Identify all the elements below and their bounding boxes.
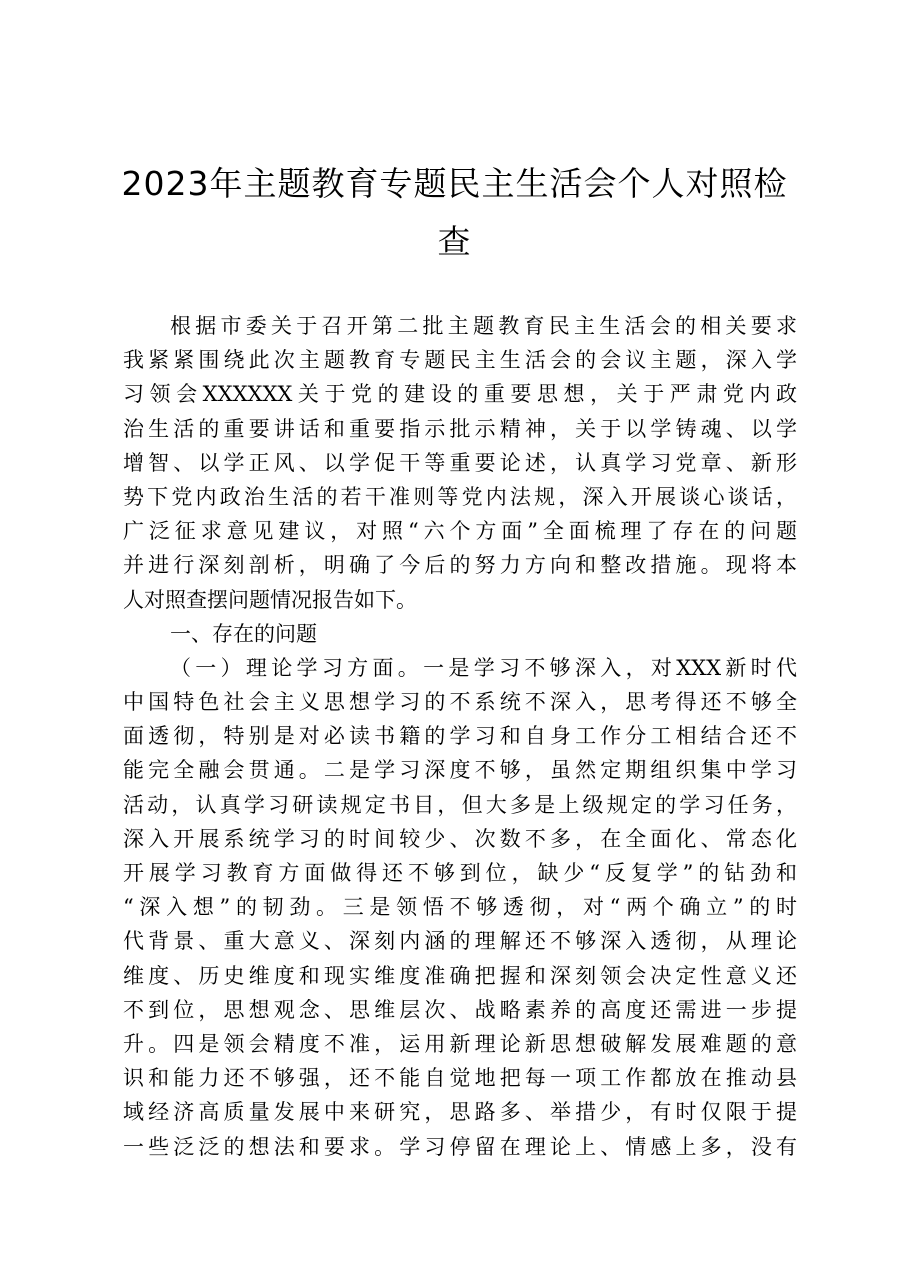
section-paragraph-line: 识和能力还不够强，还不能自觉地把每一项工作都放在推动县 <box>123 1066 797 1091</box>
section-heading: 一、存在的问题 <box>170 621 317 646</box>
title-line: 2023年主题教育专题民主生活会个人对照检 <box>121 164 788 203</box>
intro-paragraph-line: 增智、以学正风、以学促干等重要论述，认真学习党章、新形 <box>123 450 797 475</box>
section-paragraph-line: 一些泛泛的想法和要求。学习停留在理论上、情感上多，没有 <box>123 1134 797 1159</box>
section-paragraph-line: 能完全融会贯通。二是学习深度不够，虽然定期组织集中学习 <box>123 758 797 783</box>
document-title <box>118 158 791 268</box>
section-paragraph-line: 维度、历史维度和现实维度准确把握和深刻领会决定性意义还 <box>123 963 797 988</box>
section-paragraph-line: 活动，认真学习研读规定书目，但大多是上级规定的学习任务， <box>123 792 797 817</box>
intro-paragraph-line: 习领会XXXXXX关于党的建设的重要思想，关于严肃党内政 <box>123 382 797 407</box>
section-paragraph-line: 深入开展系统学习的时间较少、次数不多，在全面化、常态化 <box>123 826 797 851</box>
intro-paragraph-line: 我紧紧围绕此次主题教育专题民主生活会的会议主题，深入学 <box>123 348 797 373</box>
document-body <box>123 309 797 1164</box>
intro-paragraph-line: 势下党内政治生活的若干准则等党内法规，深入开展谈心谈话， <box>123 484 797 509</box>
title-line: 查 <box>437 222 472 261</box>
section-paragraph-line: 升。四是领会精度不准，运用新理论新思想破解发展难题的意 <box>123 1031 797 1056</box>
section-paragraph-line: 代背景、重大意义、深刻内涵的理解还不够深入透彻，从理论 <box>123 929 797 954</box>
intro-paragraph-line: 治生活的重要讲话和重要指示批示精神，关于以学铸魂、以学 <box>123 416 797 441</box>
section-paragraph-line: （一）理论学习方面。一是学习不够深入，对XXX新时代 <box>170 655 797 680</box>
section-paragraph-line: 不到位，思想观念、思维层次、战略素养的高度还需进一步提 <box>123 997 797 1022</box>
section-paragraph-line: 开展学习教育方面做得还不够到位，缺少“反复学”的钻劲和 <box>123 861 797 885</box>
section-paragraph-line: “深入想”的韧劲。三是领悟不够透彻，对“两个确立”的时 <box>123 895 797 920</box>
intro-paragraph-line: 并进行深刻剖析，明确了今后的努力方向和整改措施。现将本 <box>123 553 797 578</box>
intro-paragraph-line: 人对照查摆问题情况报告如下。 <box>123 587 417 612</box>
section-paragraph-line: 域经济高质量发展中来研究，思路多、举措少，有时仅限于提 <box>123 1100 797 1125</box>
intro-paragraph-line: 广泛征求意见建议，对照“六个方面”全面梳理了存在的问题 <box>123 519 797 544</box>
intro-paragraph-line: 根据市委关于召开第二批主题教育民主生活会的相关要求 <box>170 314 797 338</box>
section-paragraph-line: 面透彻，特别是对必读书籍的学习和自身工作分工相结合还不 <box>123 724 797 749</box>
section-paragraph-line: 中国特色社会主义思想学习的不系统不深入，思考得还不够全 <box>123 690 797 715</box>
